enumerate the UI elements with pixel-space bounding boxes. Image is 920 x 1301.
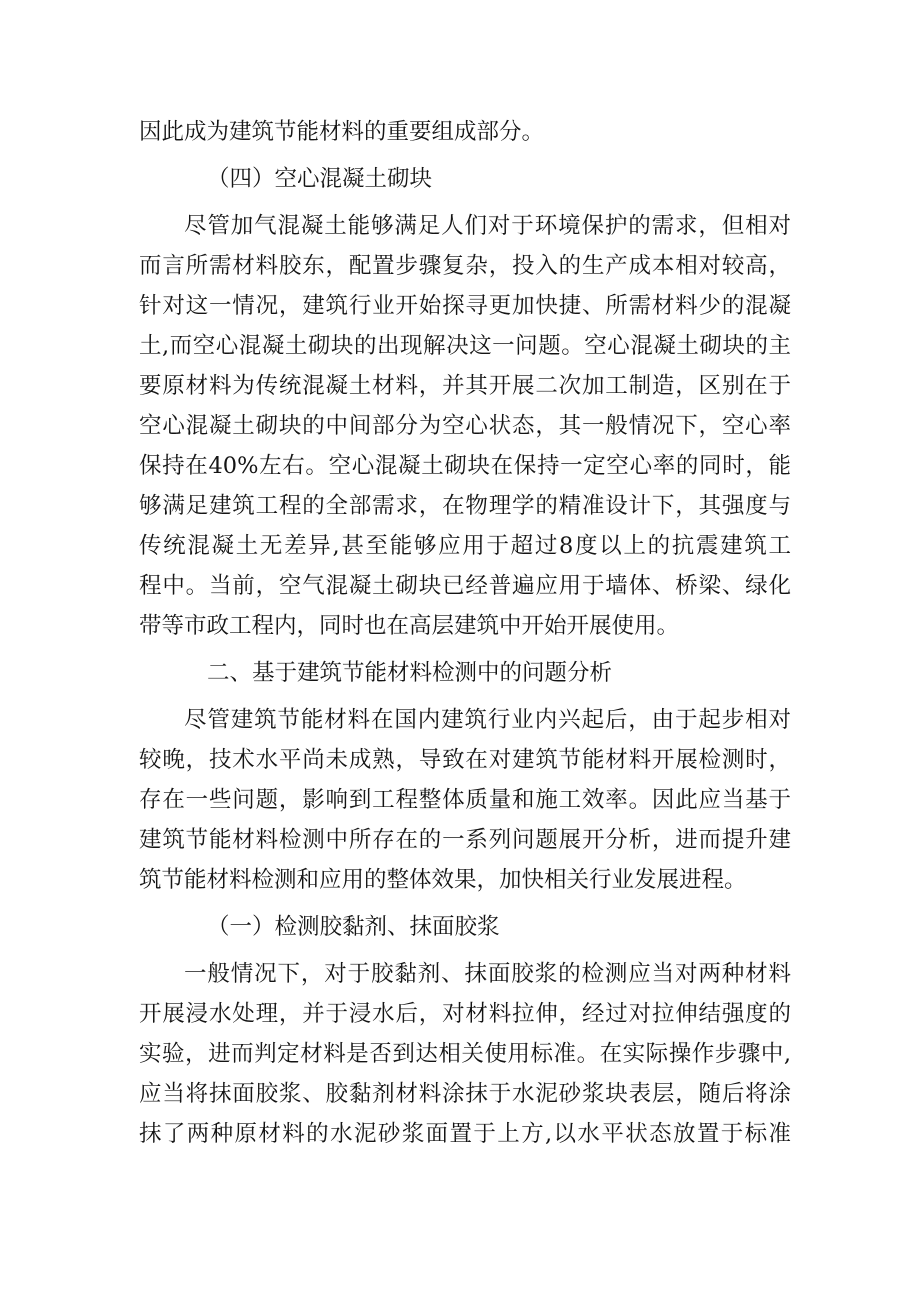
chapter-heading: 二、基于建筑节能材料检测中的问题分析 xyxy=(207,660,613,686)
section-heading: （一）检测胶黏剂、抹面胶浆 xyxy=(207,914,500,940)
text-line: 带等市政工程内，同时也在高层建筑中开始开展使用。 xyxy=(139,613,680,639)
text-line: 建筑节能材料检测中所存在的一系列问题展开分析，进而提升建 xyxy=(139,827,791,853)
document-page xyxy=(139,112,791,1154)
paragraph-continued xyxy=(139,112,791,152)
text-line: 尽管加气混凝土能够满足人们对于环境保护的需求，但相对 xyxy=(184,213,791,239)
section-heading: （四）空心混凝土砌块 xyxy=(207,166,433,192)
text-line: 应当将抹面胶浆、胶黏剂材料涂抹于水泥砂浆块表层，随后将涂 xyxy=(139,1081,791,1107)
text-line: 抹了两种原材料的水泥砂浆面置于上方,以水平状态放置于标准 xyxy=(139,1121,791,1147)
text-line: 一般情况下，对于胶黏剂、抹面胶浆的检测应当对两种材料 xyxy=(184,961,791,987)
text-line: 程中。当前，空气混凝土砌块已经普遍应用于墙体、桥梁、绿化 xyxy=(139,573,791,599)
text-line: 保持在40%左右。空心混凝土砌块在保持一定空心率的同时，能 xyxy=(139,453,791,479)
text-line: 传统混凝土无差异,甚至能够应用于超过8度以上的抗震建筑工 xyxy=(139,533,791,559)
paragraph xyxy=(139,700,791,900)
text-line: 而言所需材料胶东，配置步骤复杂，投入的生产成本相对较高， xyxy=(139,253,791,279)
text-line: 尽管建筑节能材料在国内建筑行业内兴起后，由于起步相对 xyxy=(184,707,791,733)
text-line: 筑节能材料检测和应用的整体效果，加快相关行业发展进程。 xyxy=(139,867,747,893)
text-line: 空心混凝土砌块的中间部分为空心状态，其一般情况下，空心率 xyxy=(139,413,791,439)
text-line: 要原材料为传统混凝土材料，并其开展二次加工制造，区别在于 xyxy=(139,373,791,399)
paragraph xyxy=(139,954,791,1154)
text-line: 够满足建筑工程的全部需求，在物理学的精准设计下，其强度与 xyxy=(139,493,791,519)
text-line: 因此成为建筑节能材料的重要组成部分。 xyxy=(139,119,545,145)
text-line: 开展浸水处理，并于浸水后，对材料拉伸，经过对拉伸结强度的 xyxy=(139,1001,791,1027)
paragraph xyxy=(139,206,791,646)
text-line: 存在一些问题，影响到工程整体质量和施工效率。因此应当基于 xyxy=(139,787,791,813)
text-line: 针对这一情况，建筑行业开始探寻更加快捷、所需材料少的混凝 xyxy=(139,293,791,319)
text-line: 较晚，技术水平尚未成熟，导致在对建筑节能材料开展检测时， xyxy=(139,747,791,773)
text-line: 实验，进而判定材料是否到达相关使用标准。在实际操作步骤中, xyxy=(139,1041,791,1067)
text-line: 土,而空心混凝土砌块的出现解决这一问题。空心混凝土砌块的主 xyxy=(139,333,791,359)
